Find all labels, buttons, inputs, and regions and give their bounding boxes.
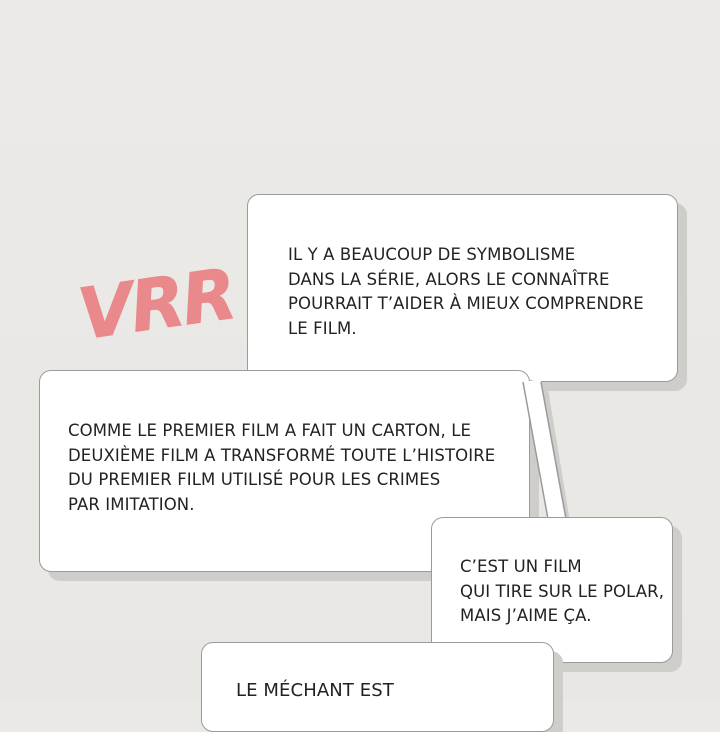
speech-bubble-1 bbox=[247, 194, 678, 382]
sound-effect-text: VRR bbox=[73, 252, 240, 356]
speech-bubble-3-text: C’EST UN FILM QUI TIRE SUR LE POLAR, MAIS J’AIME ÇA. bbox=[460, 557, 665, 625]
speech-bubble-2-text: COMME LE PREMIER FILM A FAIT UN CARTON, LE DEUXIÈME FILM A TRANSFORMÉ TOUTE L’HISTOIRE DU PREMIER FILM UTILISÉ POUR LES CRIMES PAR IMITATION. bbox=[68, 421, 496, 514]
sound-effect-vrr bbox=[70, 252, 240, 356]
speech-bubble-4-text: LE MÉCHANT EST bbox=[236, 680, 394, 701]
speech-bubble-4 bbox=[201, 642, 554, 732]
speech-bubble-1-text: IL Y A BEAUCOUP DE SYMBOLISME DANS LA SÉRIE, ALORS LE CONNAÎTRE POURRAIT T’AIDER À MIEUX COMPRENDRE LE FILM. bbox=[288, 245, 644, 338]
